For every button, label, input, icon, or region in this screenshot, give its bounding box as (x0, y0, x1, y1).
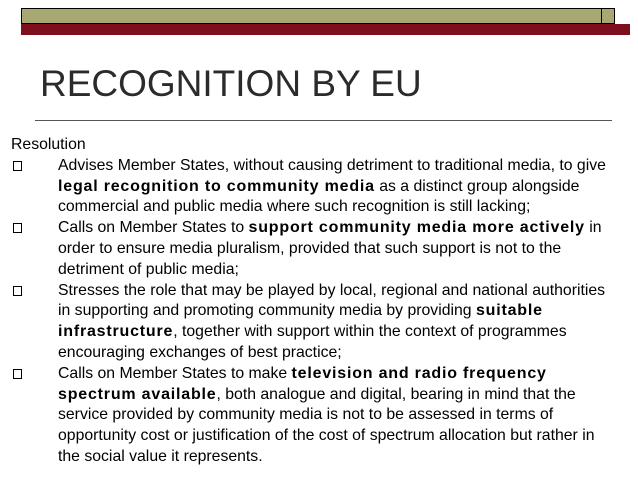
bullet-emphasis: suitable infrastructure (58, 302, 543, 341)
bullet-text: Advises Member States, without causing detriment to traditional media, to give (58, 156, 606, 174)
bullet-item (0, 218, 638, 280)
slide-title: RECOGNITION BY EU (40, 63, 422, 104)
bullet-item (0, 364, 638, 468)
section-label: Resolution (11, 136, 86, 153)
bullet-emphasis: television and radio frequency spectrum available (58, 364, 547, 403)
bullet-text: Calls on Member States to make (58, 364, 292, 382)
bullet-emphasis: legal recognition to community media (58, 177, 375, 195)
bullet-text: in order to ensure media pluralism, provided that such support is not to the detriment of public media; (58, 219, 602, 278)
bullet-item (0, 156, 638, 218)
decorative-square (601, 9, 614, 23)
bullet-text: Calls on Member States to (58, 219, 249, 237)
bullet-list (0, 156, 638, 468)
bullet-emphasis: support community media more actively (248, 219, 585, 237)
bullet-text: as a distinct group alongside commercial and public media where such recognition is still lacking; (58, 177, 580, 216)
top-decorative-bar (21, 8, 615, 24)
bullet-item (0, 281, 638, 364)
square-bullet-icon (13, 369, 22, 379)
square-bullet-icon (13, 286, 22, 296)
red-decorative-bar (21, 24, 630, 35)
slide-content (0, 135, 638, 468)
bullet-text: Stresses the role that may be played by local, regional and national authorities in supporting and promoting community media by providing (58, 281, 606, 320)
square-bullet-icon (13, 223, 22, 233)
title-divider (35, 120, 612, 121)
square-bullet-icon (13, 161, 22, 171)
bullet-text: , both analogue and digital, bearing in mind that the service provided by community media is not to be assessed in terms of opportunity cost or justification of the cost of spectrum allocation but rather in the social value it represents. (58, 385, 595, 465)
bullet-text: , together with support within the context of programmes encouraging exchanges of best practice; (58, 323, 567, 361)
